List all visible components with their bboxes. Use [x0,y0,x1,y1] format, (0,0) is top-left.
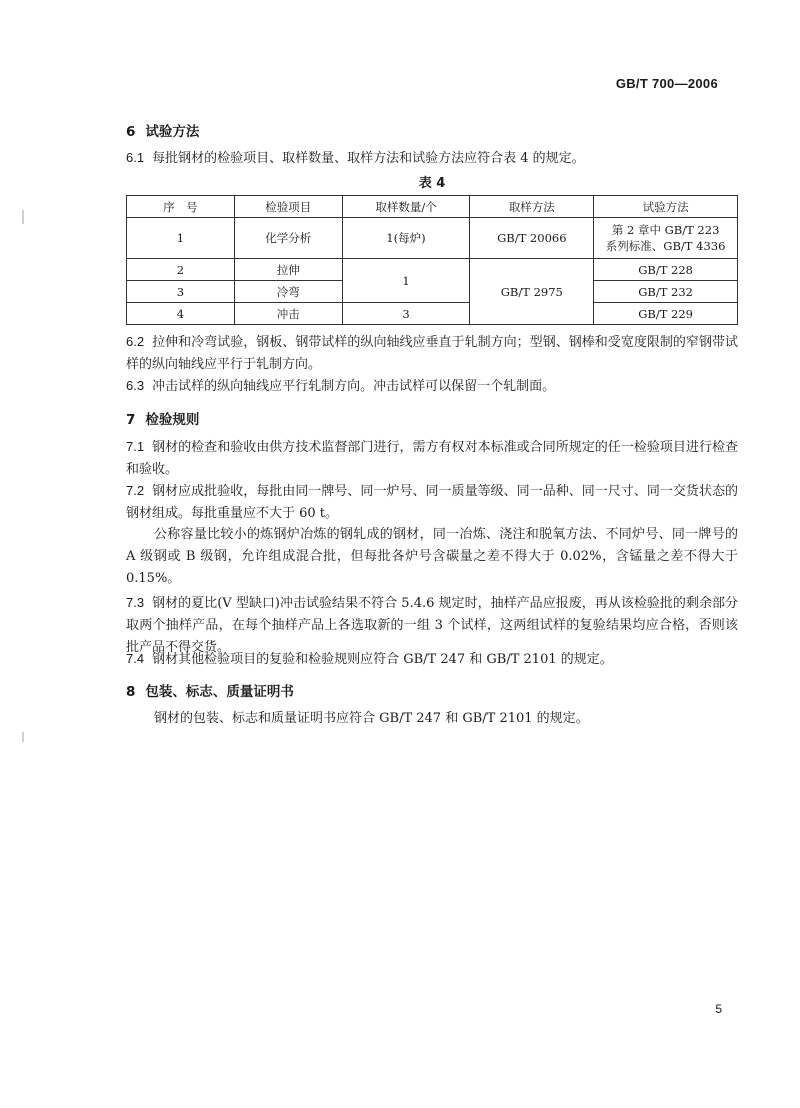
clause-6-1 [126,147,738,170]
clause-number: 7.3 [126,595,145,610]
section-title: 包装、标志、质量证明书 [145,684,294,700]
cell-method: GB/T 232 [594,281,738,303]
header-item: 检验项目 [234,196,342,218]
clause-7-2-paragraph: 公称容量比较小的炼钢炉冶炼的钢轧成的钢材，同一冶炼、浇注和脱氧方法、不同炉号、同一牌号的 A 级钢或 B 级钢，允许组成混合批，但每批各炉号含碳量之差不得大于 0.02%，含锰量之差不得大于 0.15%。 [126,527,738,586]
clause-number: 7.4 [126,651,145,666]
cell-seq: 4 [127,303,235,325]
scan-margin-mark [22,210,24,224]
clause-7-1 [126,436,738,481]
clause-number: 6.1 [126,150,145,165]
section-number: 6 [126,124,136,140]
clause-6-2 [126,331,738,376]
table-row [127,303,738,325]
header-seq: 序 号 [127,196,235,218]
table-title: 表 4 [418,176,446,191]
section-title: 试验方法 [145,124,200,140]
clause-text: 拉伸和冷弯试验，钢板、钢带试样的纵向轴线应垂直于轧制方向；型钢、钢棒和受宽度限制的窄钢带试样的纵向轴线应平行于轧制方向。 [126,335,738,372]
clause-number: 6.2 [126,334,145,349]
section-8-heading [126,680,294,700]
section-6-heading [126,120,199,140]
clause-number: 7.2 [126,483,145,498]
clause-text: 钢材其他检验项目的复验和检验规则应符合 GB/T 247 和 GB/T 2101 的规定。 [152,652,613,667]
section-7-heading [126,408,199,428]
cell-seq: 3 [127,281,235,303]
table-header-row [127,196,738,218]
cell-item: 冷弯 [234,281,342,303]
cell-sampling: GB/T 20066 [470,218,594,259]
section-number: 8 [126,684,136,700]
table-row [127,259,738,281]
header-count: 取样数量/个 [342,196,470,218]
section-8-paragraph: 钢材的包装、标志和质量证明书应符合 GB/T 247 和 GB/T 2101 的规定。 [154,711,589,726]
cell-seq: 1 [127,218,235,259]
page-number: 5 [715,1002,722,1016]
cell-seq: 2 [127,259,235,281]
cell-method: GB/T 228 [594,259,738,281]
clause-6-3 [126,375,738,398]
cell-count: 1(每炉) [342,218,470,259]
cell-item: 拉伸 [234,259,342,281]
clause-number: 7.1 [126,439,145,454]
header-sampling: 取样方法 [470,196,594,218]
cell-method: GB/T 229 [594,303,738,325]
cell-method [594,218,738,259]
cell-count-merged: 1 [342,259,470,303]
scan-margin-mark [22,732,24,742]
clause-7-4 [126,648,738,671]
table-4 [126,195,738,325]
clause-7-2 [126,480,738,525]
clause-text: 每批钢材的检验项目、取样数量、取样方法和试验方法应符合表 4 的规定。 [152,151,585,166]
table-row [127,218,738,259]
cell-count: 3 [342,303,470,325]
standard-code: GB/T 700—2006 [615,76,718,91]
method-line-1: 第 2 章中 GB/T 223 [611,223,720,237]
method-line-2: 系列标准、GB/T 4336 [605,239,726,253]
cell-sampling-merged: GB/T 2975 [470,259,594,325]
section-number: 7 [126,412,136,428]
cell-item: 冲击 [234,303,342,325]
cell-item: 化学分析 [234,218,342,259]
clause-number: 6.3 [126,378,145,393]
header-method: 试验方法 [594,196,738,218]
section-title: 检验规则 [145,412,200,428]
clause-text: 钢材应成批验收，每批由同一牌号、同一炉号、同一质量等级、同一品种、同一尺寸、同一交货状态的钢材组成。每批重量应不大于 60 t。 [126,484,738,521]
clause-text: 冲击试样的纵向轴线应平行轧制方向。冲击试样可以保留一个轧制面。 [152,379,556,394]
clause-text: 钢材的检查和验收由供方技术监督部门进行，需方有权对本标准或合同所规定的任一检验项目进行检查和验收。 [126,440,738,477]
clause-text: 钢材的夏比(V 型缺口)冲击试验结果不符合 5.4.6 规定时，抽样产品应报废，再从该检验批的剩余部分取两个抽样产品，在每个抽样产品上各选取新的一组 3 个试样，这两组试样的复验结果均应合格，否则该批产品不得交货。 [126,596,738,655]
